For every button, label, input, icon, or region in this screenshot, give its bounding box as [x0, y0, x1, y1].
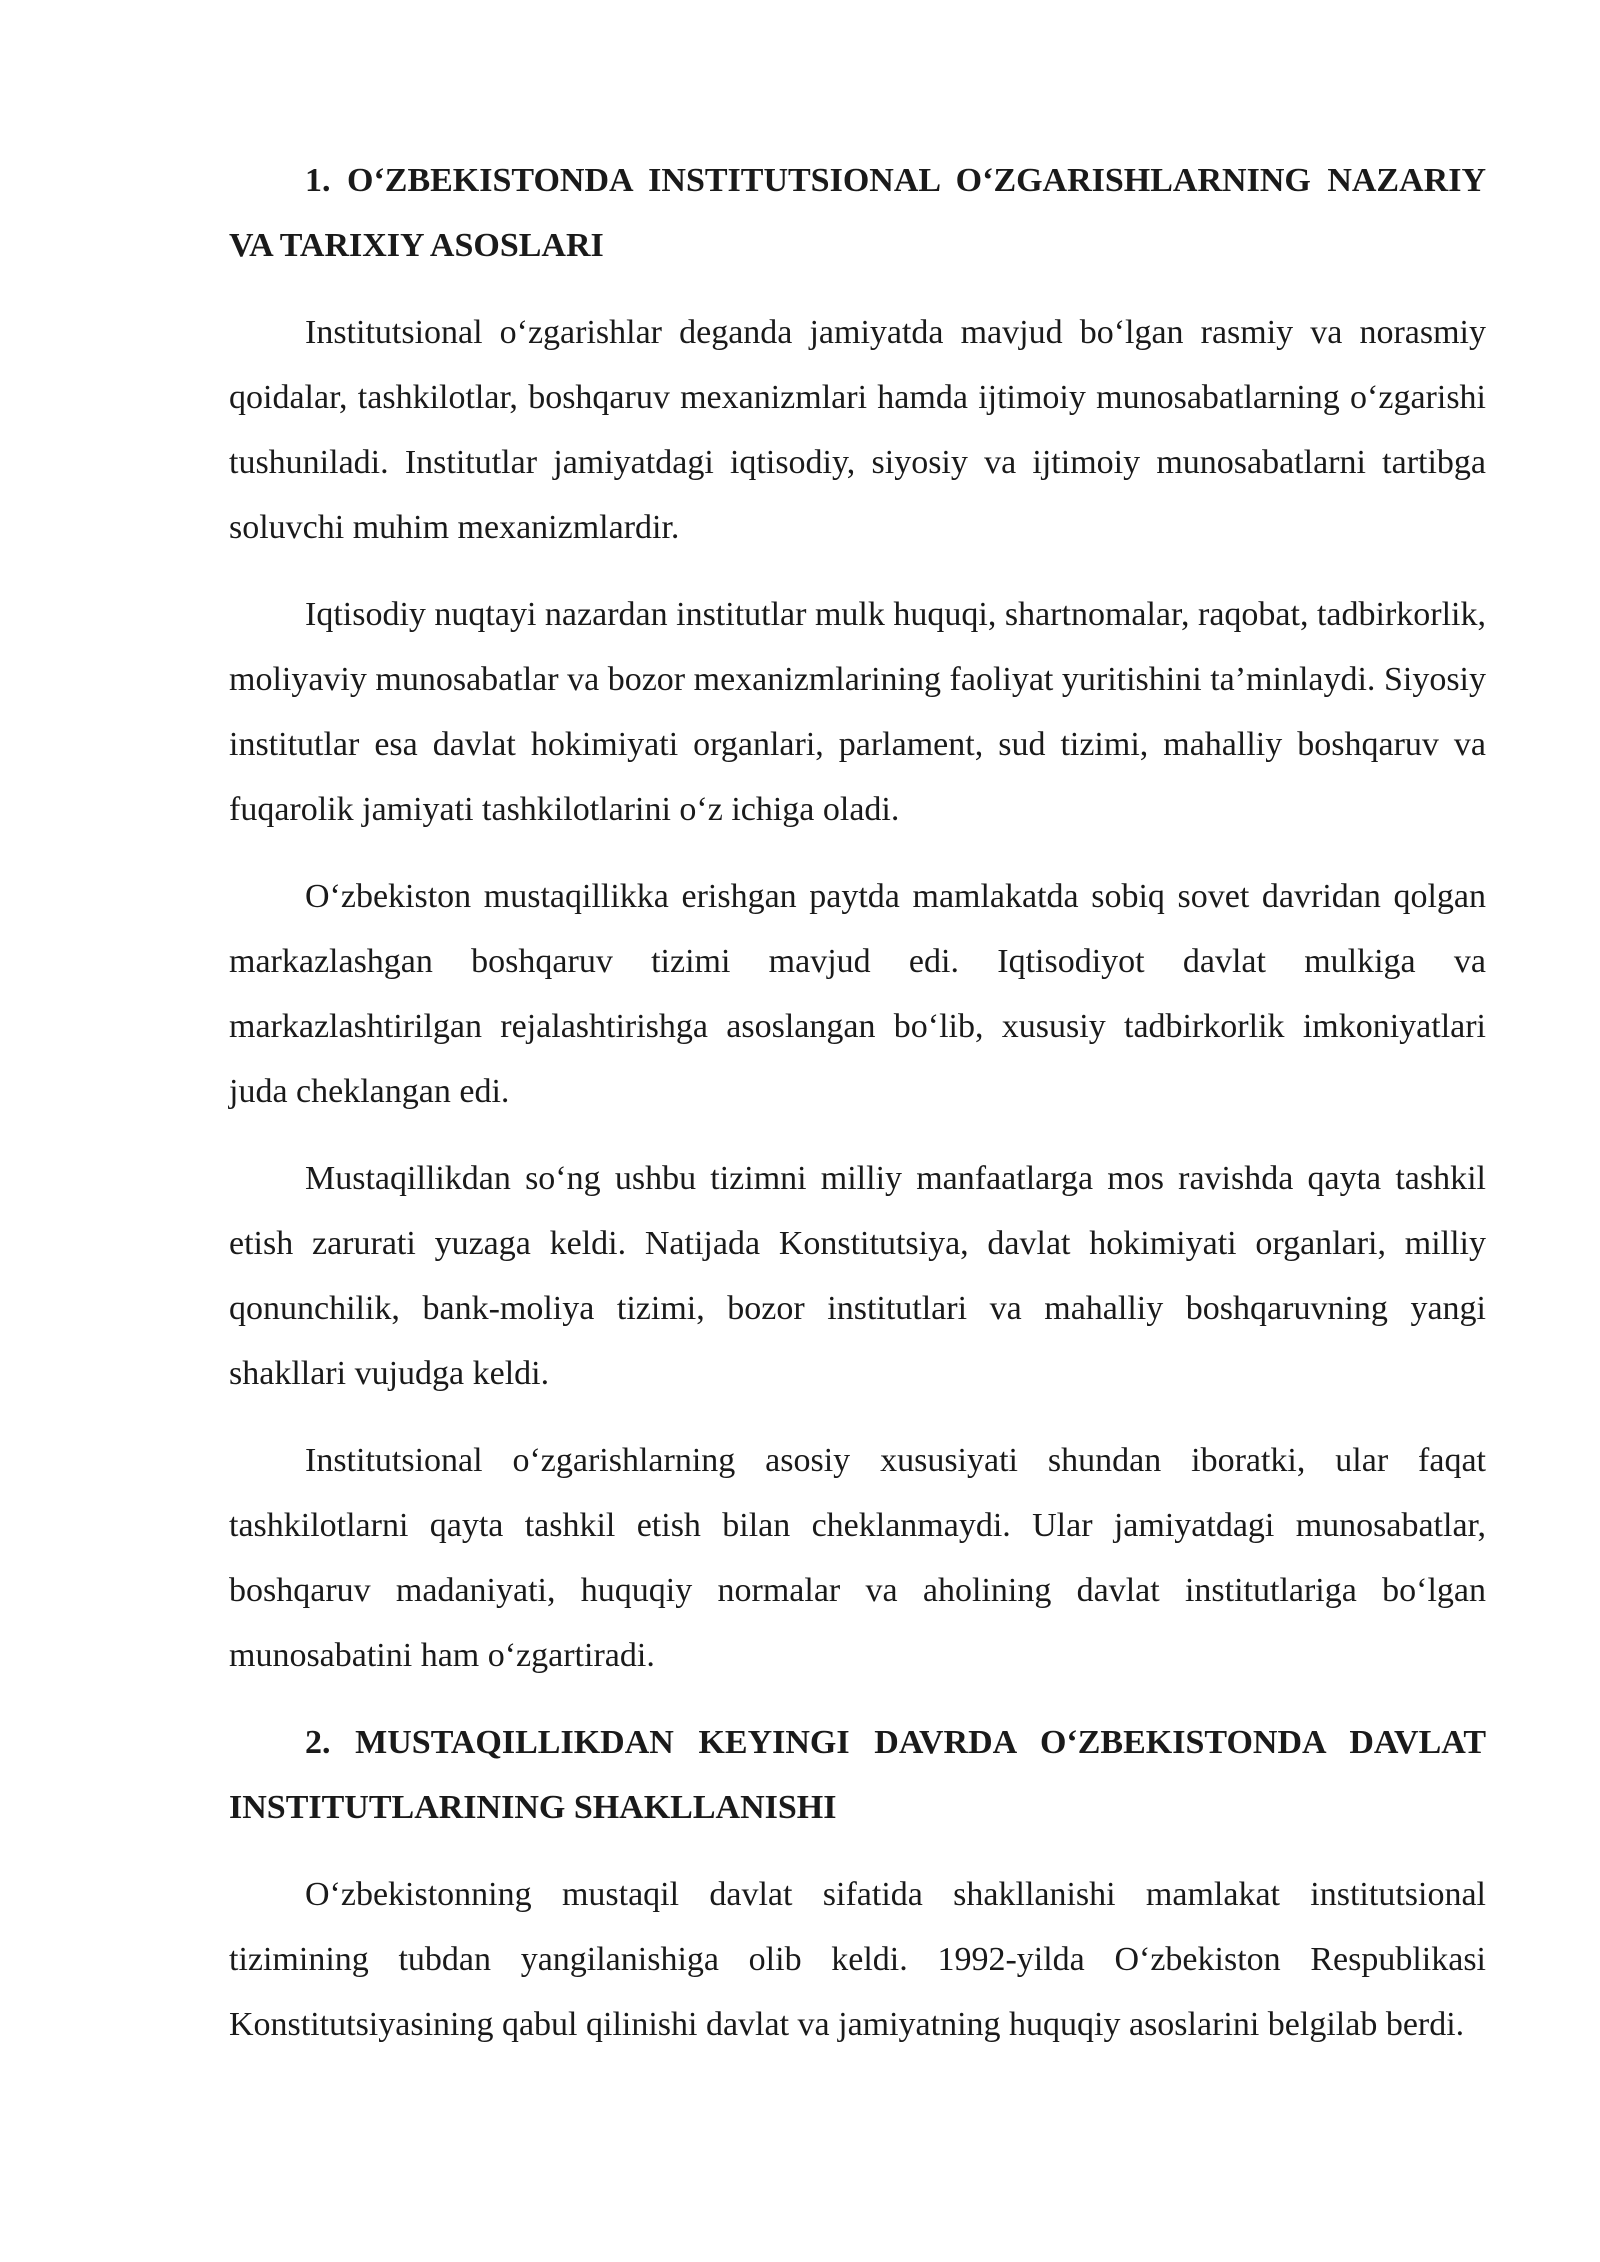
- paragraph: Institutsional o‘zgarishlarning asosiy xususiyati shundan iboratki, ular faqat tashkilotlarni qayta tashkil etish bilan cheklanmaydi. Ular jamiyatdagi munosabatlar, boshqaruv madaniyati, huquqiy normalar va aholining davlat institutlariga bo‘lgan munosabatini ham o‘zgartiradi.: [229, 1442, 1486, 1674]
- paragraph: Institutsional o‘zgarishlar deganda jamiyatda mavjud bo‘lgan rasmiy va norasmiy qoidalar, tashkilotlar, boshqaruv mexanizmlari hamda ijtimoiy munosabatlarning o‘zgarishi tushuniladi. Institutlar jamiyatdagi iqtisodiy, siyosiy va ijtimoiy munosabatlarni tartibga soluvchi muhim mexanizmlardir.: [229, 314, 1486, 546]
- document-body: [229, 148, 1486, 2079]
- paragraph: Iqtisodiy nuqtayi nazardan institutlar mulk huquqi, shartnomalar, raqobat, tadbirkorlik, moliyaviy munosabatlar va bozor mexanizmlarining faoliyat yuritishini ta’minlaydi. Siyosiy institutlar esa davlat hokimiyati organlari, parlament, sud tizimi, mahalliy boshqaruv va fuqarolik jamiyati tashkilotlarini o‘z ichiga oladi.: [229, 596, 1486, 828]
- paragraph: O‘zbekistonning mustaqil davlat sifatida shakllanishi mamlakat institutsional tizimining tubdan yangilanishiga olib keldi. 1992-yilda O‘zbekiston Respublikasi Konstitutsiyasining qabul qilinishi davlat va jamiyatning huquqiy asoslarini belgilab berdi.: [229, 1876, 1486, 2043]
- section-heading-2: 2. MUSTAQILLIKDAN KEYINGI DAVRDA O‘ZBEKISTONDA DAVLAT INSTITUTLARINING SHAKLLANISHI: [229, 1724, 1486, 1826]
- section-heading-1: 1. O‘ZBEKISTONDA INSTITUTSIONAL O‘ZGARISHLARNING NAZARIY VA TARIXIY ASOSLARI: [229, 162, 1486, 264]
- paragraph: Mustaqillikdan so‘ng ushbu tizimni milliy manfaatlarga mos ravishda qayta tashkil etish zarurati yuzaga keldi. Natijada Konstitutsiya, davlat hokimiyati organlari, milliy qonunchilik, bank-moliya tizimi, bozor institutlari va mahalliy boshqaruvning yangi shakllari vujudga keldi.: [229, 1160, 1486, 1392]
- paragraph: O‘zbekiston mustaqillikka erishgan paytda mamlakatda sobiq sovet davridan qolgan markazlashgan boshqaruv tizimi mavjud edi. Iqtisodiyot davlat mulkiga va markazlashtirilgan rejalashtirishga asoslangan bo‘lib, xususiy tadbirkorlik imkoniyatlari juda cheklangan edi.: [229, 878, 1486, 1110]
